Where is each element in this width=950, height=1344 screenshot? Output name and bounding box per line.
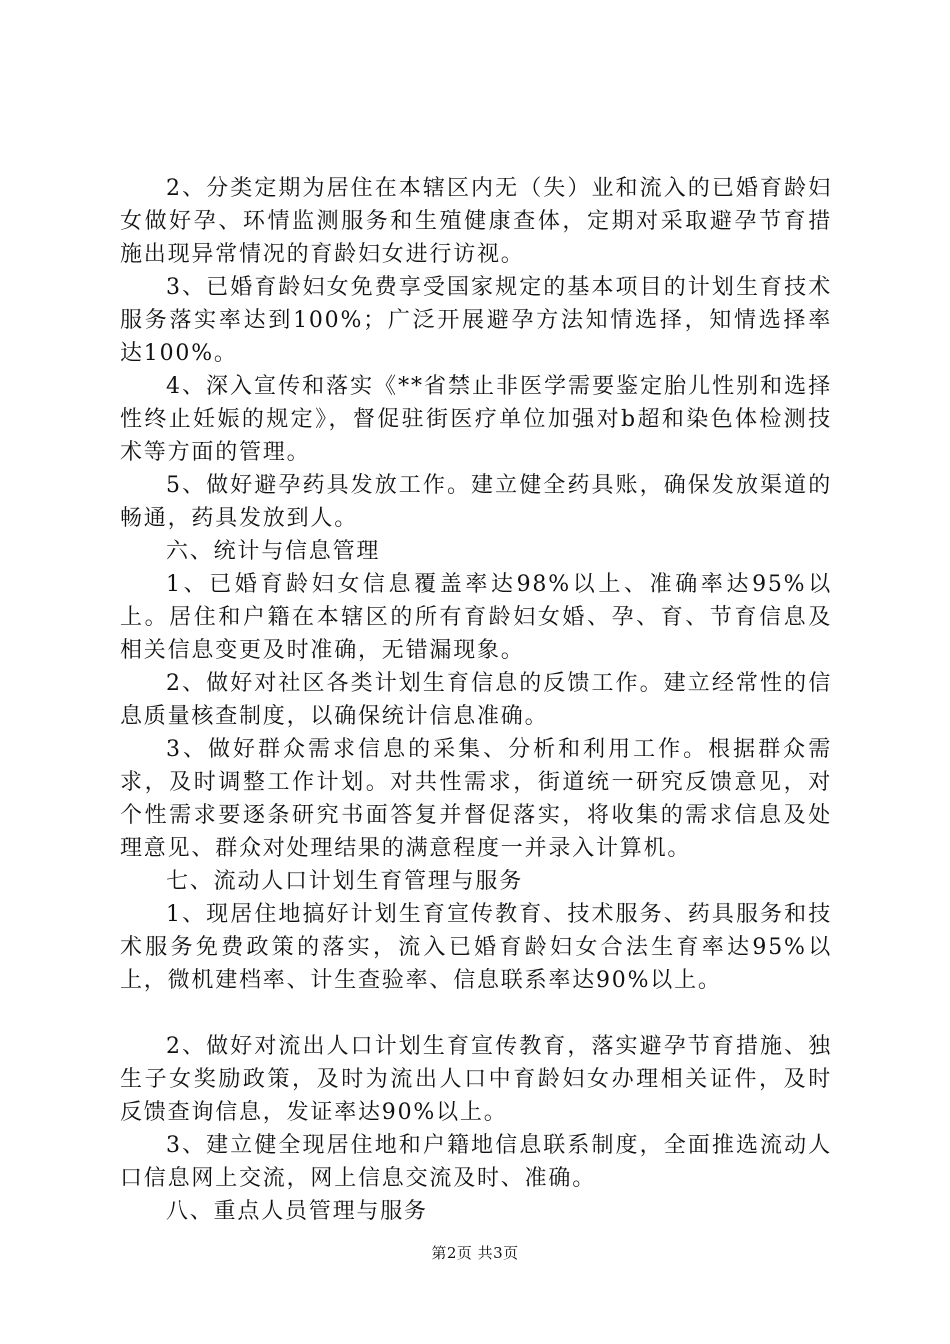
paragraph: 4、深入宣传和落实《**省禁止非医学需要鉴定胎儿性别和选择性终止妊娠的规定》，督促驻街医疗单位加强对b超和染色体检测技术等方面的管理。: [120, 374, 832, 465]
document-body: [120, 172, 832, 1228]
paragraph: 3、建立健全现居住地和户籍地信息联系制度，全面推选流动人口信息网上交流，网上信息交流及时、准确。: [120, 1133, 832, 1191]
blank-line: [120, 997, 832, 1030]
page-footer: 第2页 共3页: [431, 1244, 519, 1262]
section-heading: 八、重点人员管理与服务: [166, 1199, 428, 1224]
section-heading: 七、流动人口计划生育管理与服务: [166, 869, 524, 894]
paragraph: 2、做好对社区各类计划生育信息的反馈工作。建立经常性的信息质量核查制度，以确保统计信息准确。: [120, 671, 832, 729]
paragraph: 3、已婚育龄妇女免费享受国家规定的基本项目的计划生育技术服务落实率达到100%；广泛开展避孕方法知情选择，知情选择率达100%。: [120, 275, 832, 366]
paragraph: 2、做好对流出人口计划生育宣传教育，落实避孕节育措施、独生子女奖励政策，及时为流出人口中育龄妇女办理相关证件，及时反馈查询信息，发证率达90%以上。: [120, 1034, 832, 1125]
paragraph: 1、已婚育龄妇女信息覆盖率达98%以上、准确率达95%以上。居住和户籍在本辖区的所有育龄妇女婚、孕、育、节育信息及相关信息变更及时准确，无错漏现象。: [120, 572, 832, 663]
paragraph: 3、做好群众需求信息的采集、分析和利用工作。根据群众需求，及时调整工作计划。对共性需求，街道统一研究反馈意见，对个性需求要逐条研究书面答复并督促落实，将收集的需求信息及处理意见、群众对处理结果的满意程度一并录入计算机。: [120, 737, 832, 861]
section-heading: 六、统计与信息管理: [166, 539, 381, 564]
paragraph: 1、现居住地搞好计划生育宣传教育、技术服务、药具服务和技术服务免费政策的落实，流入已婚育龄妇女合法生育率达95%以上，微机建档率、计生查验率、信息联系率达90%以上。: [120, 902, 832, 993]
paragraph: 2、分类定期为居住在本辖区内无（失）业和流入的已婚育龄妇女做好孕、环情监测服务和生殖健康查体，定期对采取避孕节育措施出现异常情况的育龄妇女进行访视。: [120, 176, 832, 267]
paragraph: 5、做好避孕药具发放工作。建立健全药具账，确保发放渠道的畅通，药具发放到人。: [120, 473, 832, 531]
